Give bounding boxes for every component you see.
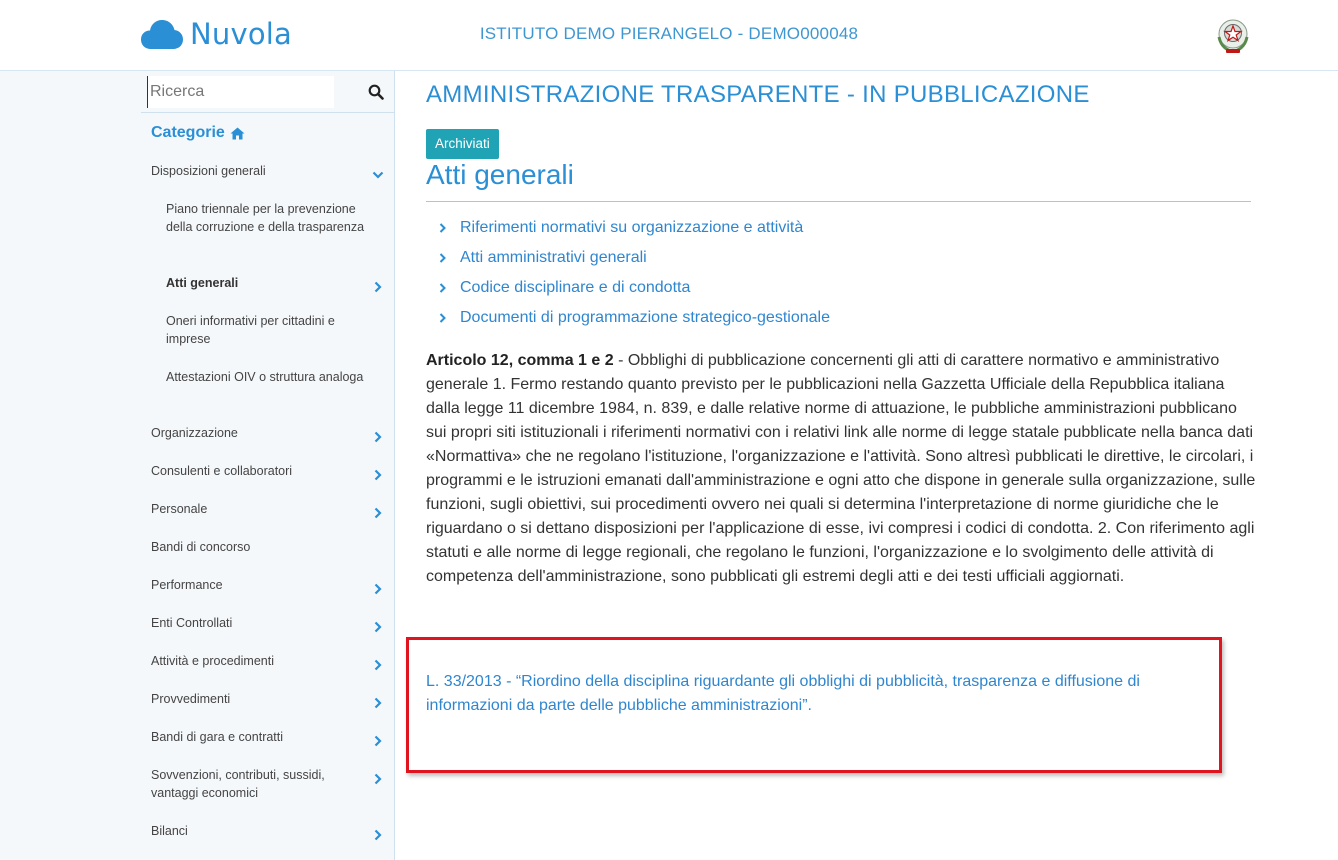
sidebar-item-disposizioni-generali[interactable]: Disposizioni generali (151, 164, 266, 178)
app-header (0, 0, 1338, 71)
institute-name: ISTITUTO DEMO PIERANGELO - DEMO000048 (479, 24, 859, 43)
chevron-right-icon[interactable] (372, 621, 384, 633)
chevron-right-icon (438, 312, 448, 324)
sidebar-item-bandi-gara[interactable]: Bandi di gara e contratti (151, 730, 284, 744)
chevron-right-icon[interactable] (372, 735, 384, 747)
sidebar-item-bilanci[interactable]: Bilanci (151, 824, 188, 838)
chevron-right-icon (438, 282, 448, 294)
section-title: Atti generali (426, 159, 574, 190)
sidebar (0, 71, 395, 860)
sidebar-item-organizzazione[interactable]: Organizzazione (151, 426, 238, 440)
chevron-right-icon[interactable] (372, 583, 384, 595)
logo-text: Nuvola (190, 17, 293, 51)
italian-republic-emblem-icon (1214, 15, 1252, 60)
article-text (426, 349, 1256, 589)
sidebar-item-personale[interactable]: Personale (151, 502, 208, 516)
law-reference-box (406, 637, 1222, 773)
sidebar-item-provvedimenti[interactable]: Provvedimenti (151, 692, 231, 706)
chevron-down-icon[interactable] (372, 169, 384, 181)
section-divider (426, 201, 1251, 202)
main-content (396, 71, 1338, 860)
categories-title[interactable] (151, 124, 245, 142)
chevron-right-icon[interactable] (372, 773, 384, 785)
sidebar-subitem-oneri-informativi[interactable]: Oneri informativi per cittadini e imprese (166, 314, 335, 346)
link-codice-disciplinare[interactable] (438, 279, 690, 297)
chevron-right-icon[interactable] (372, 659, 384, 671)
sidebar-subitem-attestazioni-oiv[interactable]: Attestazioni OIV o struttura analoga (166, 370, 364, 384)
archived-button[interactable]: Archiviati (426, 129, 499, 159)
link-atti-amministrativi[interactable] (438, 249, 647, 267)
chevron-right-icon[interactable] (372, 469, 384, 481)
chevron-right-icon (438, 222, 448, 234)
chevron-right-icon (438, 252, 448, 264)
link-riferimenti-normativi[interactable] (438, 219, 803, 237)
categories-title-label: Categorie (151, 124, 225, 141)
search-input[interactable] (147, 76, 334, 108)
link-label: Riferimenti normativi su organizzazione e attività (460, 219, 804, 236)
search-icon[interactable] (368, 84, 384, 100)
link-label: Documenti di programmazione strategico-gestionale (460, 309, 830, 326)
home-icon (230, 127, 245, 140)
sidebar-item-enti-controllati[interactable]: Enti Controllati (151, 616, 233, 630)
sidebar-item-consulenti[interactable]: Consulenti e collaboratori (151, 464, 293, 478)
page-title: AMMINISTRAZIONE TRASPARENTE - IN PUBBLICAZIONE (426, 81, 1090, 108)
chevron-right-icon[interactable] (372, 281, 384, 293)
chevron-right-icon[interactable] (372, 829, 384, 841)
article-body: - Obblighi di pubblicazione concernenti gli atti di carattere normativo e amministrativo generale 1. Fermo restando quanto previsto per le pubblicazioni nella Gazzetta Ufficiale della Repubblica italiana dalla legge 11 dicembre 1984, n. 839, e dalle relative norme di attuazione, le pubbliche amministrazioni pubblicano sui propri siti istituzionali i riferimenti normativi con i relativi link alle norme di legge statale pubblicate nella banca dati «Normattiva» che ne regolano l'istituzione, l'organizzazione e l'attività. Sono altresì pubblicati le direttive, le circolari, i programmi e le istruzioni emanati dall'amministrazione e ogni atto che dispone in generale sulla organizzazione, sulle funzioni, sugli obiettivi, sui procedimenti ovvero nei quali si determina l'interpretazione di norme giuridiche che le riguardano o si dettano disposizioni per l'applicazione di esse, ivi compresi i codici di condotta. 2. Con riferimento agli statuti e alle norme di legge regionali, che regolano le funzioni, l'organizzazione e lo svolgimento delle attività di competenza dell'amministrazione, sono pubblicati gli estremi degli atti e dei testi ufficiali aggiornati. (426, 352, 1256, 585)
law-link[interactable]: L. 33/2013 - “Riordino della disciplina riguardante gli obblighi di pubblicità, trasparenza e diffusione di informazioni da parte delle pubbliche amministrazioni”. (426, 673, 1140, 714)
link-label: Atti amministrativi generali (460, 249, 647, 266)
sidebar-item-bandi-concorso[interactable]: Bandi di concorso (151, 540, 251, 554)
chevron-right-icon[interactable] (372, 431, 384, 443)
sidebar-subitem-atti-generali[interactable]: Atti generali (166, 276, 239, 290)
chevron-right-icon[interactable] (372, 507, 384, 519)
link-documenti-programmazione[interactable] (438, 309, 830, 327)
article-heading: Articolo 12, comma 1 e 2 (426, 352, 614, 369)
sidebar-item-performance[interactable]: Performance (151, 578, 223, 592)
link-label: Codice disciplinare e di condotta (460, 279, 691, 296)
search-bar (141, 75, 394, 113)
sidebar-item-sovvenzioni[interactable]: Sovvenzioni, contributi, sussidi, vantaggi economici (151, 768, 325, 800)
sidebar-subitem-piano-triennale[interactable]: Piano triennale per la prevenzione della corruzione e della trasparenza (166, 202, 365, 234)
chevron-right-icon[interactable] (372, 697, 384, 709)
sidebar-item-attivita-procedimenti[interactable]: Attività e procedimenti (151, 654, 274, 668)
